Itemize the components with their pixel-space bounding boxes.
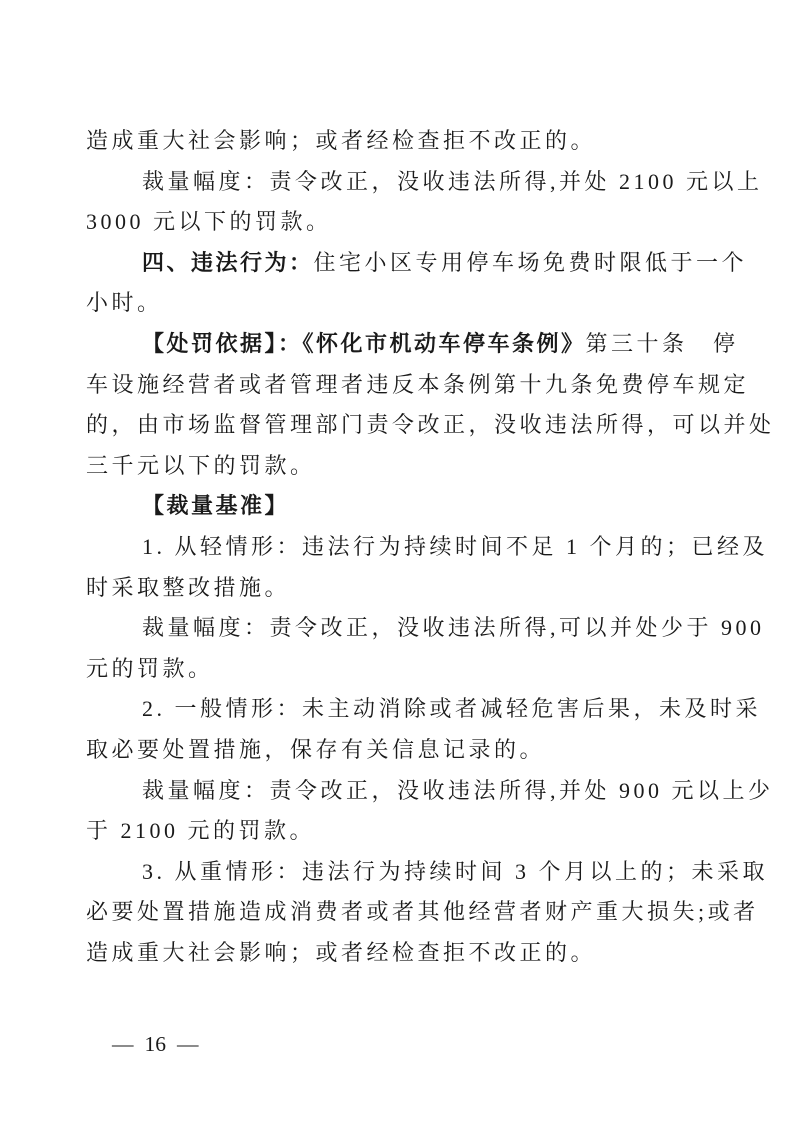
text-line: [86, 202, 716, 243]
text-run: 裁量幅度：责令改正，没收违法所得,并处 900 元以上少: [142, 777, 774, 803]
text-line: [86, 162, 763, 203]
text-line: [86, 527, 769, 568]
text-run: 造成重大社会影响；或者经检查拒不改正的。: [86, 939, 597, 965]
text-line: [86, 365, 750, 406]
text-line: [86, 730, 716, 771]
text-run: 车设施经营者或者管理者违反本条例第十九条免费停车规定: [86, 371, 750, 397]
text-line: [86, 486, 716, 527]
text-line: [86, 243, 748, 284]
text-run: 造成重大社会影响；或者经检查拒不改正的。: [86, 128, 597, 153]
text-run: 裁量幅度：责令改正，没收违法所得,可以并处少于 900: [142, 615, 765, 641]
text-run: 第三十条 停: [585, 330, 739, 356]
footer-left-dash: —: [112, 1031, 134, 1056]
document-text-block: [86, 121, 775, 973]
page-footer: [112, 1030, 199, 1058]
text-run: 时采取整改措施。: [86, 574, 291, 600]
text-line: [86, 283, 716, 324]
text-run: 2. 一般情形：未主动消除或者减轻危害后果，未及时采: [142, 696, 762, 722]
text-line: [86, 649, 716, 690]
text-line: [86, 121, 716, 162]
text-line: [86, 446, 716, 487]
text-line: [86, 608, 765, 649]
text-run: 元的罚款。: [86, 655, 214, 681]
text-run: 取必要处置措施，保存有关信息记录的。: [86, 736, 546, 762]
text-line: [86, 771, 774, 812]
text-line: [86, 933, 716, 974]
text-line: [86, 892, 759, 933]
text-run: 三千元以下的罚款。: [86, 452, 316, 478]
text-line: [86, 689, 762, 730]
bold-heading-run: 【处罚依据】：《怀化市机动车停车条例》: [142, 330, 586, 356]
text-run: 的，由市场监督管理部门责令改正，没收违法所得，可以并处: [86, 412, 775, 438]
bold-heading-run: 四、违法行为：: [142, 249, 314, 275]
text-run: 于 2100 元的罚款。: [86, 818, 316, 844]
text-line: [86, 405, 775, 446]
text-run: 3000 元以下的罚款。: [86, 209, 332, 235]
text-line: [86, 324, 739, 365]
text-run: 小时。: [86, 290, 163, 316]
text-line: [86, 852, 769, 893]
text-run: 必要处置措施造成消费者或者其他经营者财产重大损失;或者: [86, 899, 759, 925]
text-line: [86, 568, 716, 609]
bold-heading-run: 【裁量基准】: [142, 493, 290, 519]
page-number: 16: [144, 1031, 166, 1056]
text-line: [86, 811, 716, 852]
text-run: 裁量幅度：责令改正，没收违法所得,并处 2100 元以上: [142, 168, 763, 194]
text-run: 3. 从重情形：违法行为持续时间 3 个月以上的；未采取: [142, 858, 769, 884]
footer-right-dash: —: [177, 1031, 199, 1056]
text-run: 住宅小区专用停车场免费时限低于一个: [313, 249, 748, 275]
text-run: 1. 从轻情形：违法行为持续时间不足 1 个月的；已经及: [142, 533, 769, 559]
